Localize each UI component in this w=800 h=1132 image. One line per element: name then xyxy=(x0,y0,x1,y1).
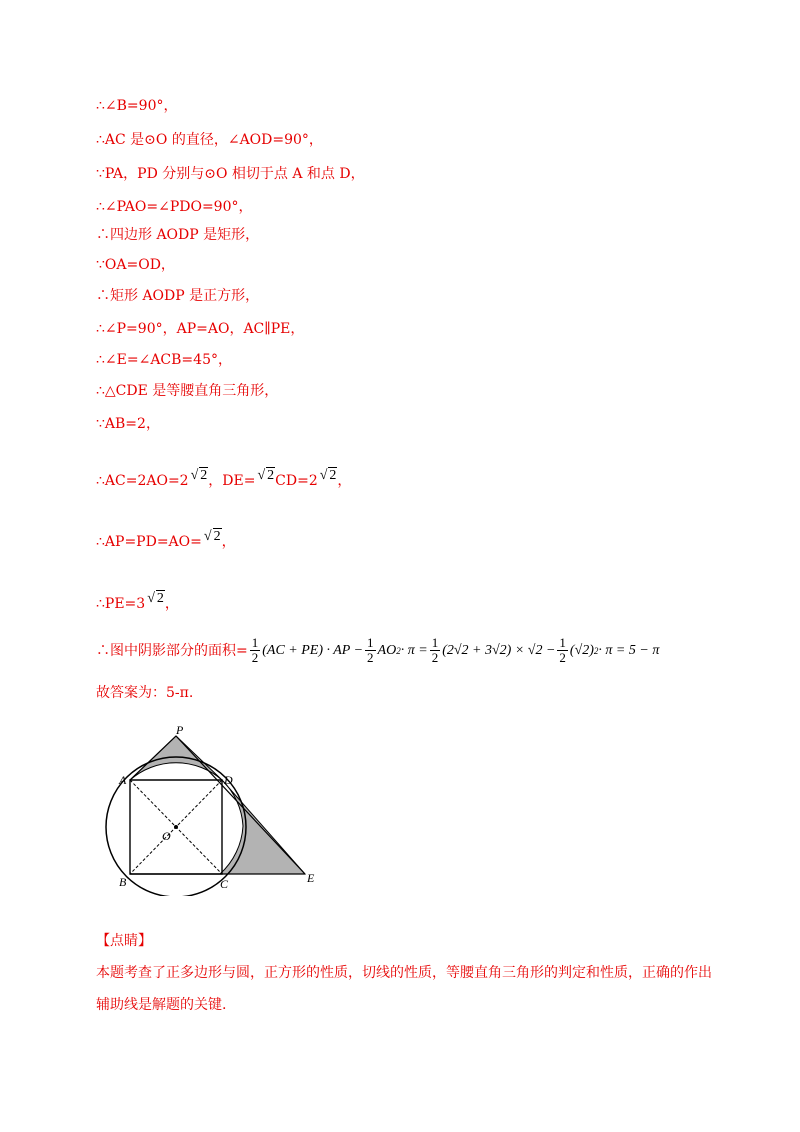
line-1: ∴∠B=90°， xyxy=(96,98,178,114)
fraction-half: $\frac{1}{2}$ xyxy=(367,635,374,665)
line-7: ∴矩形 AODP 是正方形， xyxy=(96,288,260,304)
label-e: E xyxy=(307,871,315,885)
shaded-region-top xyxy=(130,736,222,780)
fraction-half: $\frac{1}{2}$ xyxy=(431,635,439,665)
sqrt-2: √ 2 xyxy=(257,468,275,483)
line-6: ∵OA=OD， xyxy=(96,257,175,273)
center-dot xyxy=(174,825,178,829)
sqrt-2: √ 2 xyxy=(319,468,337,483)
line-3: ∵PA，PD 分别与⊙O 相切于点 A 和点 D， xyxy=(96,166,365,182)
note-body: 本题考查了正多边形与圆，正方形的性质，切线的性质，等腰直角三角形的判定和性质，正确的作出辅助线是解题的关键. xyxy=(96,965,712,1013)
label-a: A xyxy=(119,773,127,787)
label-o: O xyxy=(162,829,171,843)
area-formula: ∴图中阴影部分的面积= $\frac{1}{2}$ (AC + PE) · AP − $\frac{1}{2}$ AO 2 · π = $\frac{1}{2}$ (2√2 + 3√2) × √2 − $\frac{1}{2}$ (√2) 2 · π = 5 − π xyxy=(96,635,660,665)
note-title: 【点睛】 xyxy=(96,933,152,949)
fraction-half: $\frac{1}{2}$ xyxy=(559,635,566,665)
label-b: B xyxy=(119,875,127,889)
line-12: ∴AC=2AO=2 √ 2，DE= √ 2CD=2 √ 2， xyxy=(96,468,352,489)
line-10: ∴△CDE 是等腰直角三角形， xyxy=(96,383,279,399)
line-4: ∴∠PAO=∠PDO=90°， xyxy=(96,199,253,215)
label-c: C xyxy=(220,877,229,891)
sqrt-2: √ 2 xyxy=(203,529,221,544)
line-13: ∴AP=PD=AO= √ 2， xyxy=(96,529,236,550)
sqrt-2: √ 2 xyxy=(147,591,164,606)
line-2: ∴AC 是⊙O 的直径，∠AOD=90°， xyxy=(96,132,323,148)
line-11: ∵AB=2， xyxy=(96,416,160,432)
line-9: ∴∠E=∠ACB=45°， xyxy=(96,352,232,368)
line-8: ∴∠P=90°，AP=AO，AC∥PE， xyxy=(96,321,305,337)
line-5: ∴四边形 AODP 是矩形， xyxy=(96,227,260,243)
line-14: ∴PE=3 √ 2， xyxy=(96,591,179,612)
label-p: P xyxy=(176,726,184,737)
answer-line: 故答案为：5-π. xyxy=(96,685,194,701)
fraction-half: $\frac{1}{2}$ xyxy=(251,635,259,665)
geometry-diagram xyxy=(100,726,330,896)
sqrt-2: √ 2 xyxy=(190,468,208,483)
label-d: D xyxy=(224,773,233,787)
